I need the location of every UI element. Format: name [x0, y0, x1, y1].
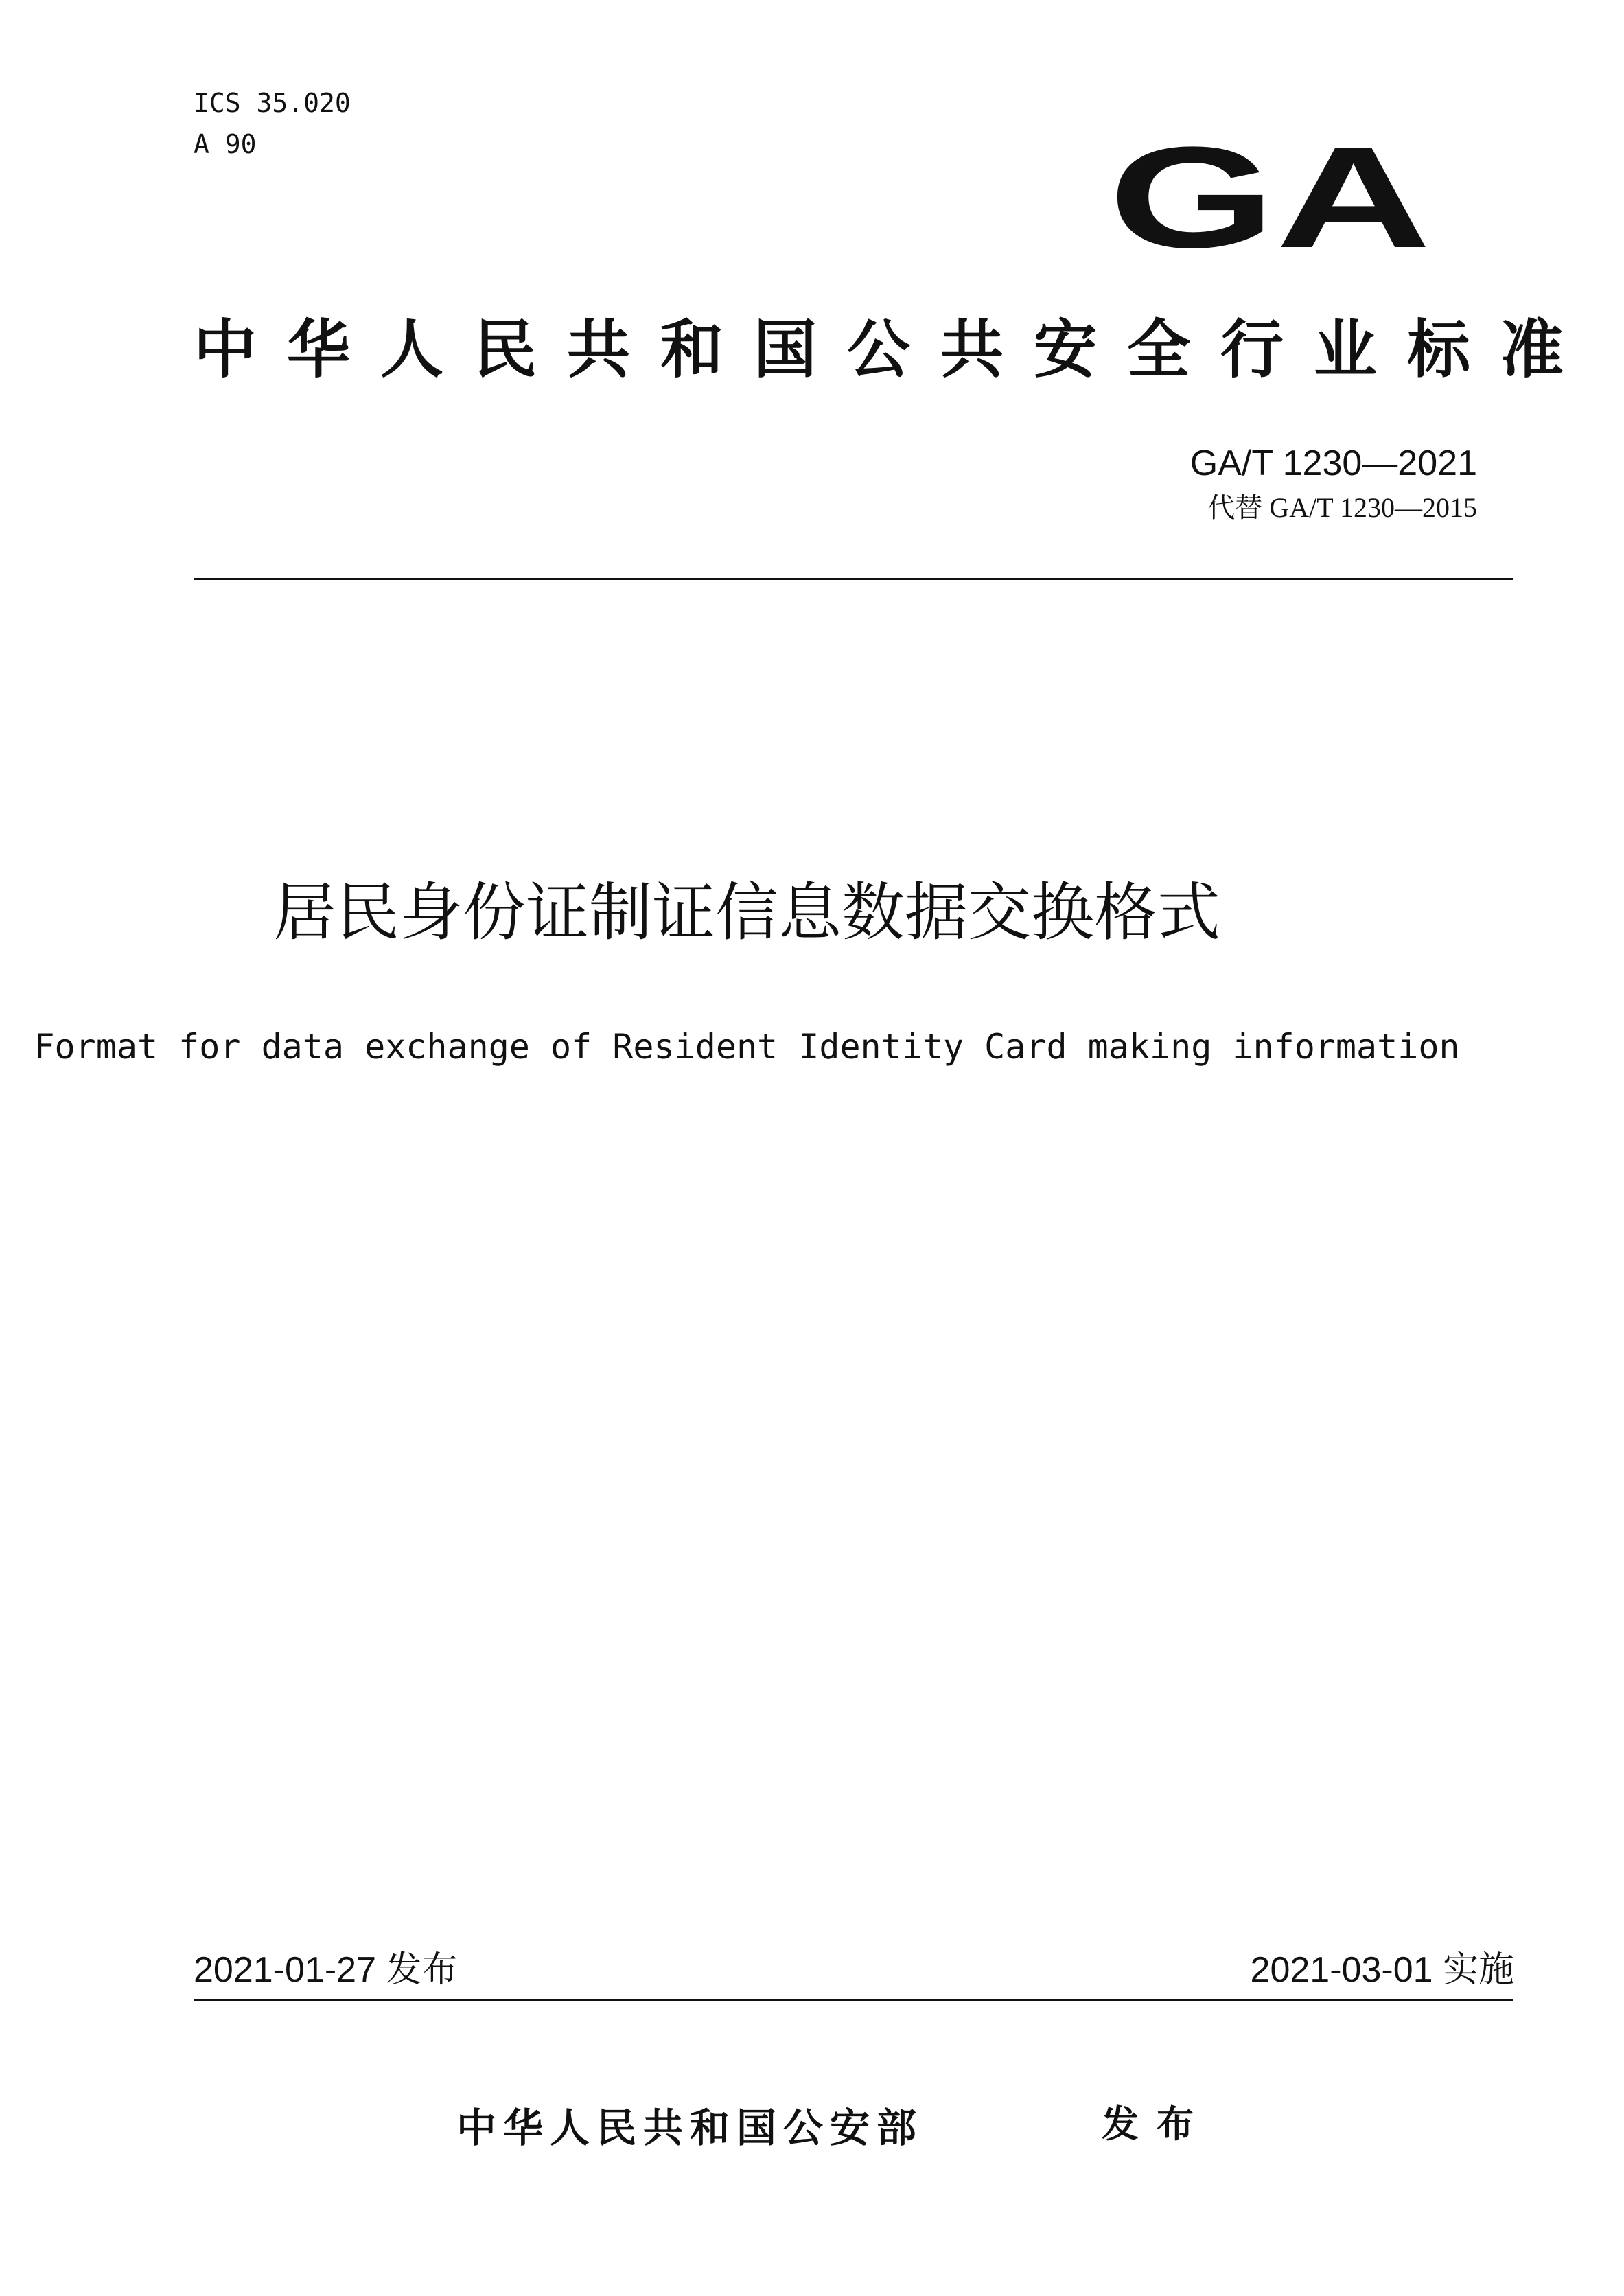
title-chinese: 居民身份证制证信息数据交换格式	[272, 876, 1220, 949]
standard-number: GA/T 1230—2021	[1190, 443, 1477, 483]
ccs-code: A 90	[194, 129, 257, 159]
title-english: Format for data exchange of Resident Identity Card making information	[34, 1027, 1460, 1067]
publish-label: 发布	[1102, 2102, 1211, 2146]
bottom-divider	[194, 1999, 1513, 2001]
ga-logo	[1098, 130, 1441, 268]
top-divider	[194, 578, 1513, 580]
standard-category: 中华人民共和国公共安全行业标准	[194, 313, 1594, 386]
ics-code: ICS 35.020	[194, 88, 351, 118]
effective-date: 2021-03-01 实施	[1250, 1950, 1514, 1990]
classification-codes	[194, 82, 351, 165]
ga-logo-text: GA	[1109, 130, 1431, 268]
publisher-name: 中华人民共和国公安部	[456, 2104, 924, 2151]
issue-date: 2021-01-27 发布	[194, 1950, 458, 1990]
replaces-standard: 代替 GA/T 1230—2015	[1207, 492, 1477, 523]
